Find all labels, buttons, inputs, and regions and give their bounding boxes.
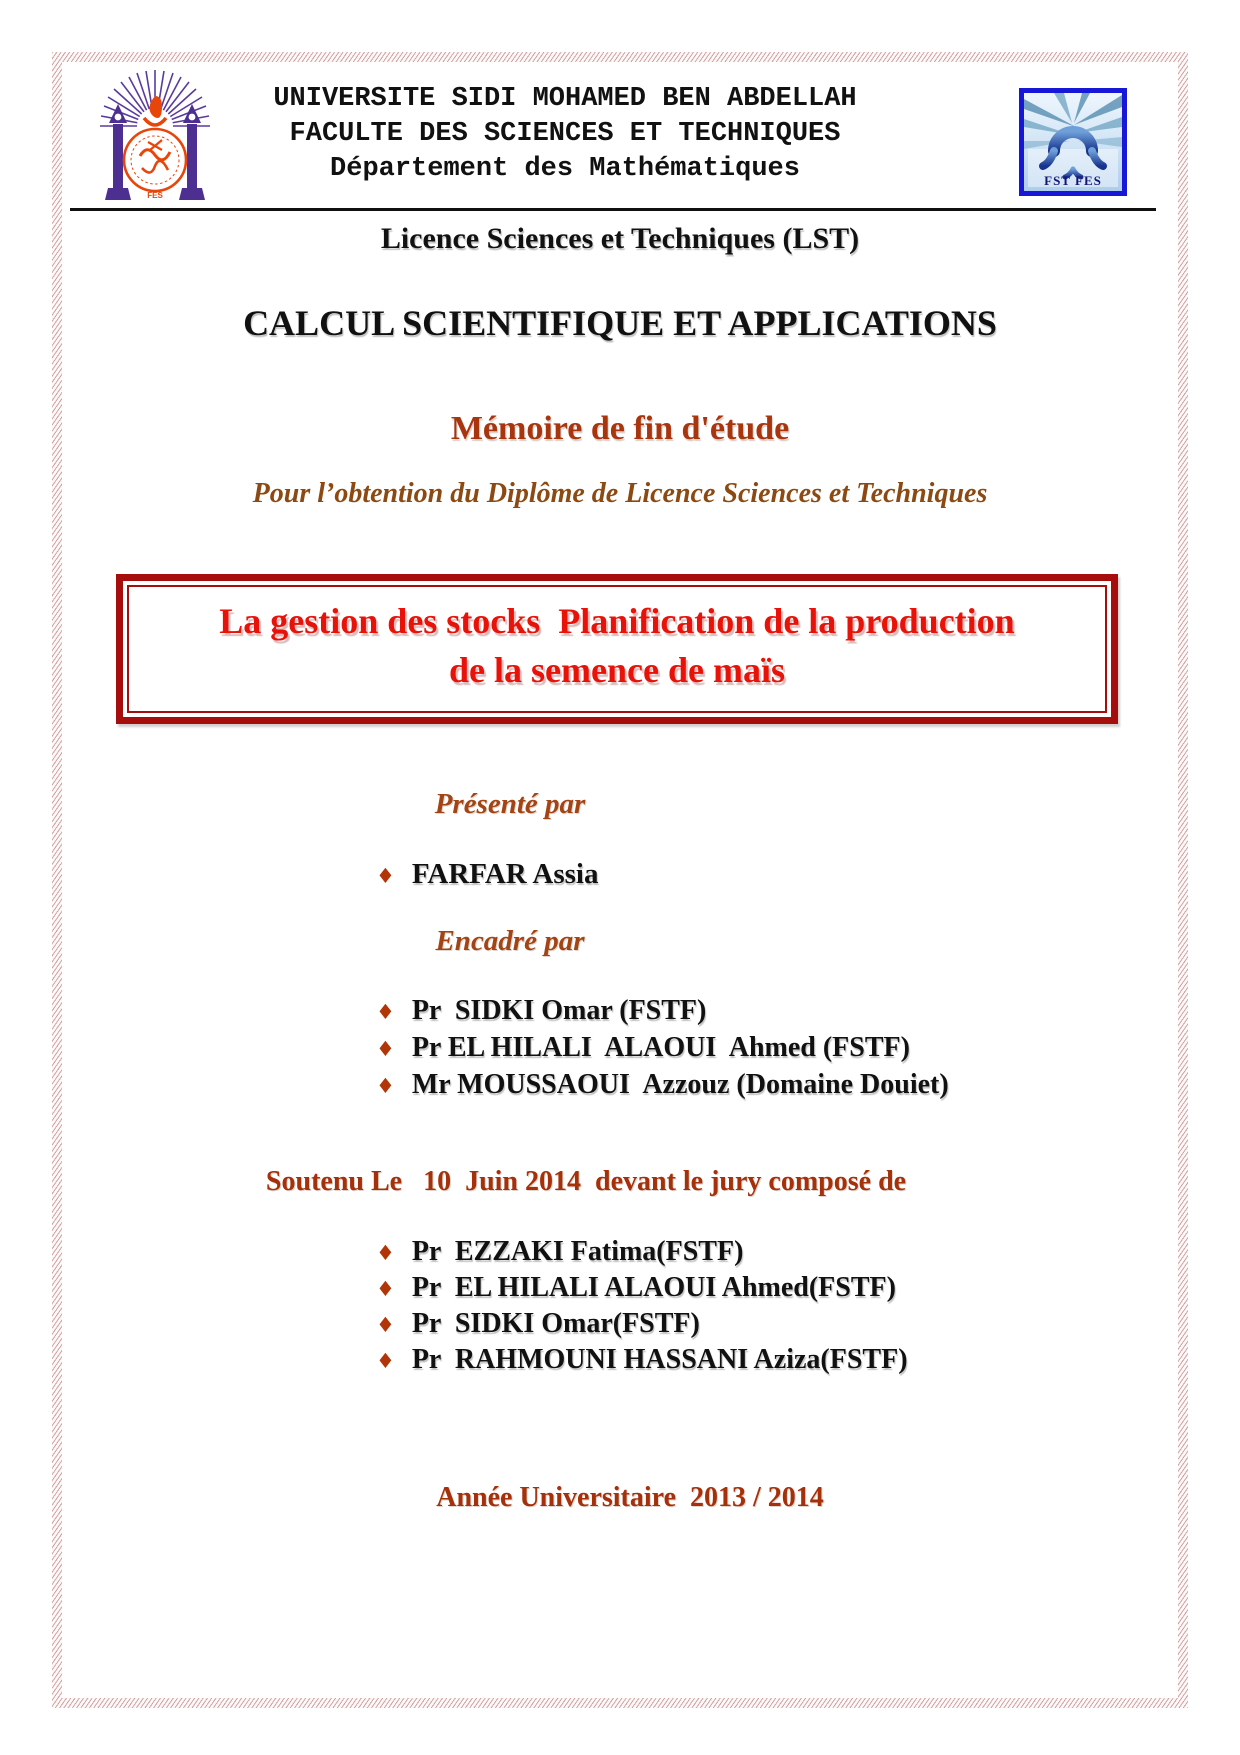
diamond-bullet-icon: ♦ (376, 1313, 395, 1337)
decorative-hatched-page-border (52, 52, 1188, 1708)
presented-heading: Présenté par (434, 788, 586, 820)
jury-member-name: Pr RAHMOUNI HASSANI Aziza(FSTF) (411, 1344, 908, 1375)
thesis-title-line1: La gestion des stocks Planification de la production (219, 601, 1015, 641)
thesis-title-line2: de la semence de maïs (449, 650, 785, 690)
supervisor-name: Mr MOUSSAOUI Azzouz (Domaine Douiet) (411, 1069, 949, 1100)
fst-fes-logo-icon (1019, 88, 1127, 196)
jury-list (376, 1236, 908, 1380)
defense-heading: Soutenu Le 10 Juin 2014 devant le jury composé de (265, 1166, 907, 1197)
fst-logo-caption: FST FES (1044, 173, 1102, 188)
diamond-bullet-icon: ♦ (376, 1241, 395, 1265)
jury-item (376, 1308, 908, 1344)
supervisor-list (376, 995, 949, 1106)
diamond-bullet-icon: ♦ (376, 1277, 395, 1301)
jury-item (376, 1344, 908, 1380)
header-divider (70, 208, 1156, 211)
author-item (376, 858, 598, 891)
supervisor-item (376, 995, 949, 1032)
author-name: FARFAR Assia (411, 858, 599, 890)
jury-item (376, 1272, 908, 1308)
jury-member-name: Pr SIDKI Omar(FSTF) (411, 1308, 700, 1339)
memoir-title: Mémoire de fin d'étude (450, 410, 790, 447)
diamond-bullet-icon: ♦ (376, 1000, 395, 1024)
jury-member-name: Pr EL HILALI ALAOUI Ahmed(FSTF) (411, 1272, 896, 1303)
supervisor-item (376, 1069, 949, 1106)
field-title: CALCUL SCIENTIFIQUE ET APPLICATIONS (243, 303, 997, 343)
thesis-title-box (116, 574, 1118, 724)
diamond-bullet-icon: ♦ (376, 1037, 395, 1061)
purpose-subtitle: Pour l’obtention du Diplôme de Licence Sciences et Techniques (252, 478, 988, 509)
academic-year: Année Universitaire 2013 / 2014 (436, 1482, 824, 1513)
university-emblem-icon (96, 66, 214, 218)
jury-member-name: Pr EZZAKI Fatima(FSTF) (411, 1236, 744, 1267)
header-institution-line3: Département des Mathématiques (330, 154, 800, 184)
page-content (62, 62, 1178, 1698)
diamond-bullet-icon: ♦ (376, 864, 395, 888)
thesis-title-box-inner (127, 585, 1107, 713)
svg-text:FES: FES (147, 191, 163, 200)
diamond-bullet-icon: ♦ (376, 1349, 395, 1373)
jury-item (376, 1236, 908, 1272)
program-title: Licence Sciences et Techniques (LST) (380, 222, 860, 255)
diamond-bullet-icon: ♦ (376, 1074, 395, 1098)
supervisor-name: Pr SIDKI Omar (FSTF) (411, 995, 707, 1026)
header-institution-line2: FACULTE DES SCIENCES ET TECHNIQUES (289, 119, 841, 149)
header-institution-line1: UNIVERSITE SIDI MOHAMED BEN ABDELLAH (273, 84, 857, 114)
supervisor-name: Pr EL HILALI ALAOUI Ahmed (FSTF) (411, 1032, 910, 1063)
supervised-heading: Encadré par (435, 925, 585, 957)
header-institution-block (240, 82, 890, 187)
supervisor-item (376, 1032, 949, 1069)
